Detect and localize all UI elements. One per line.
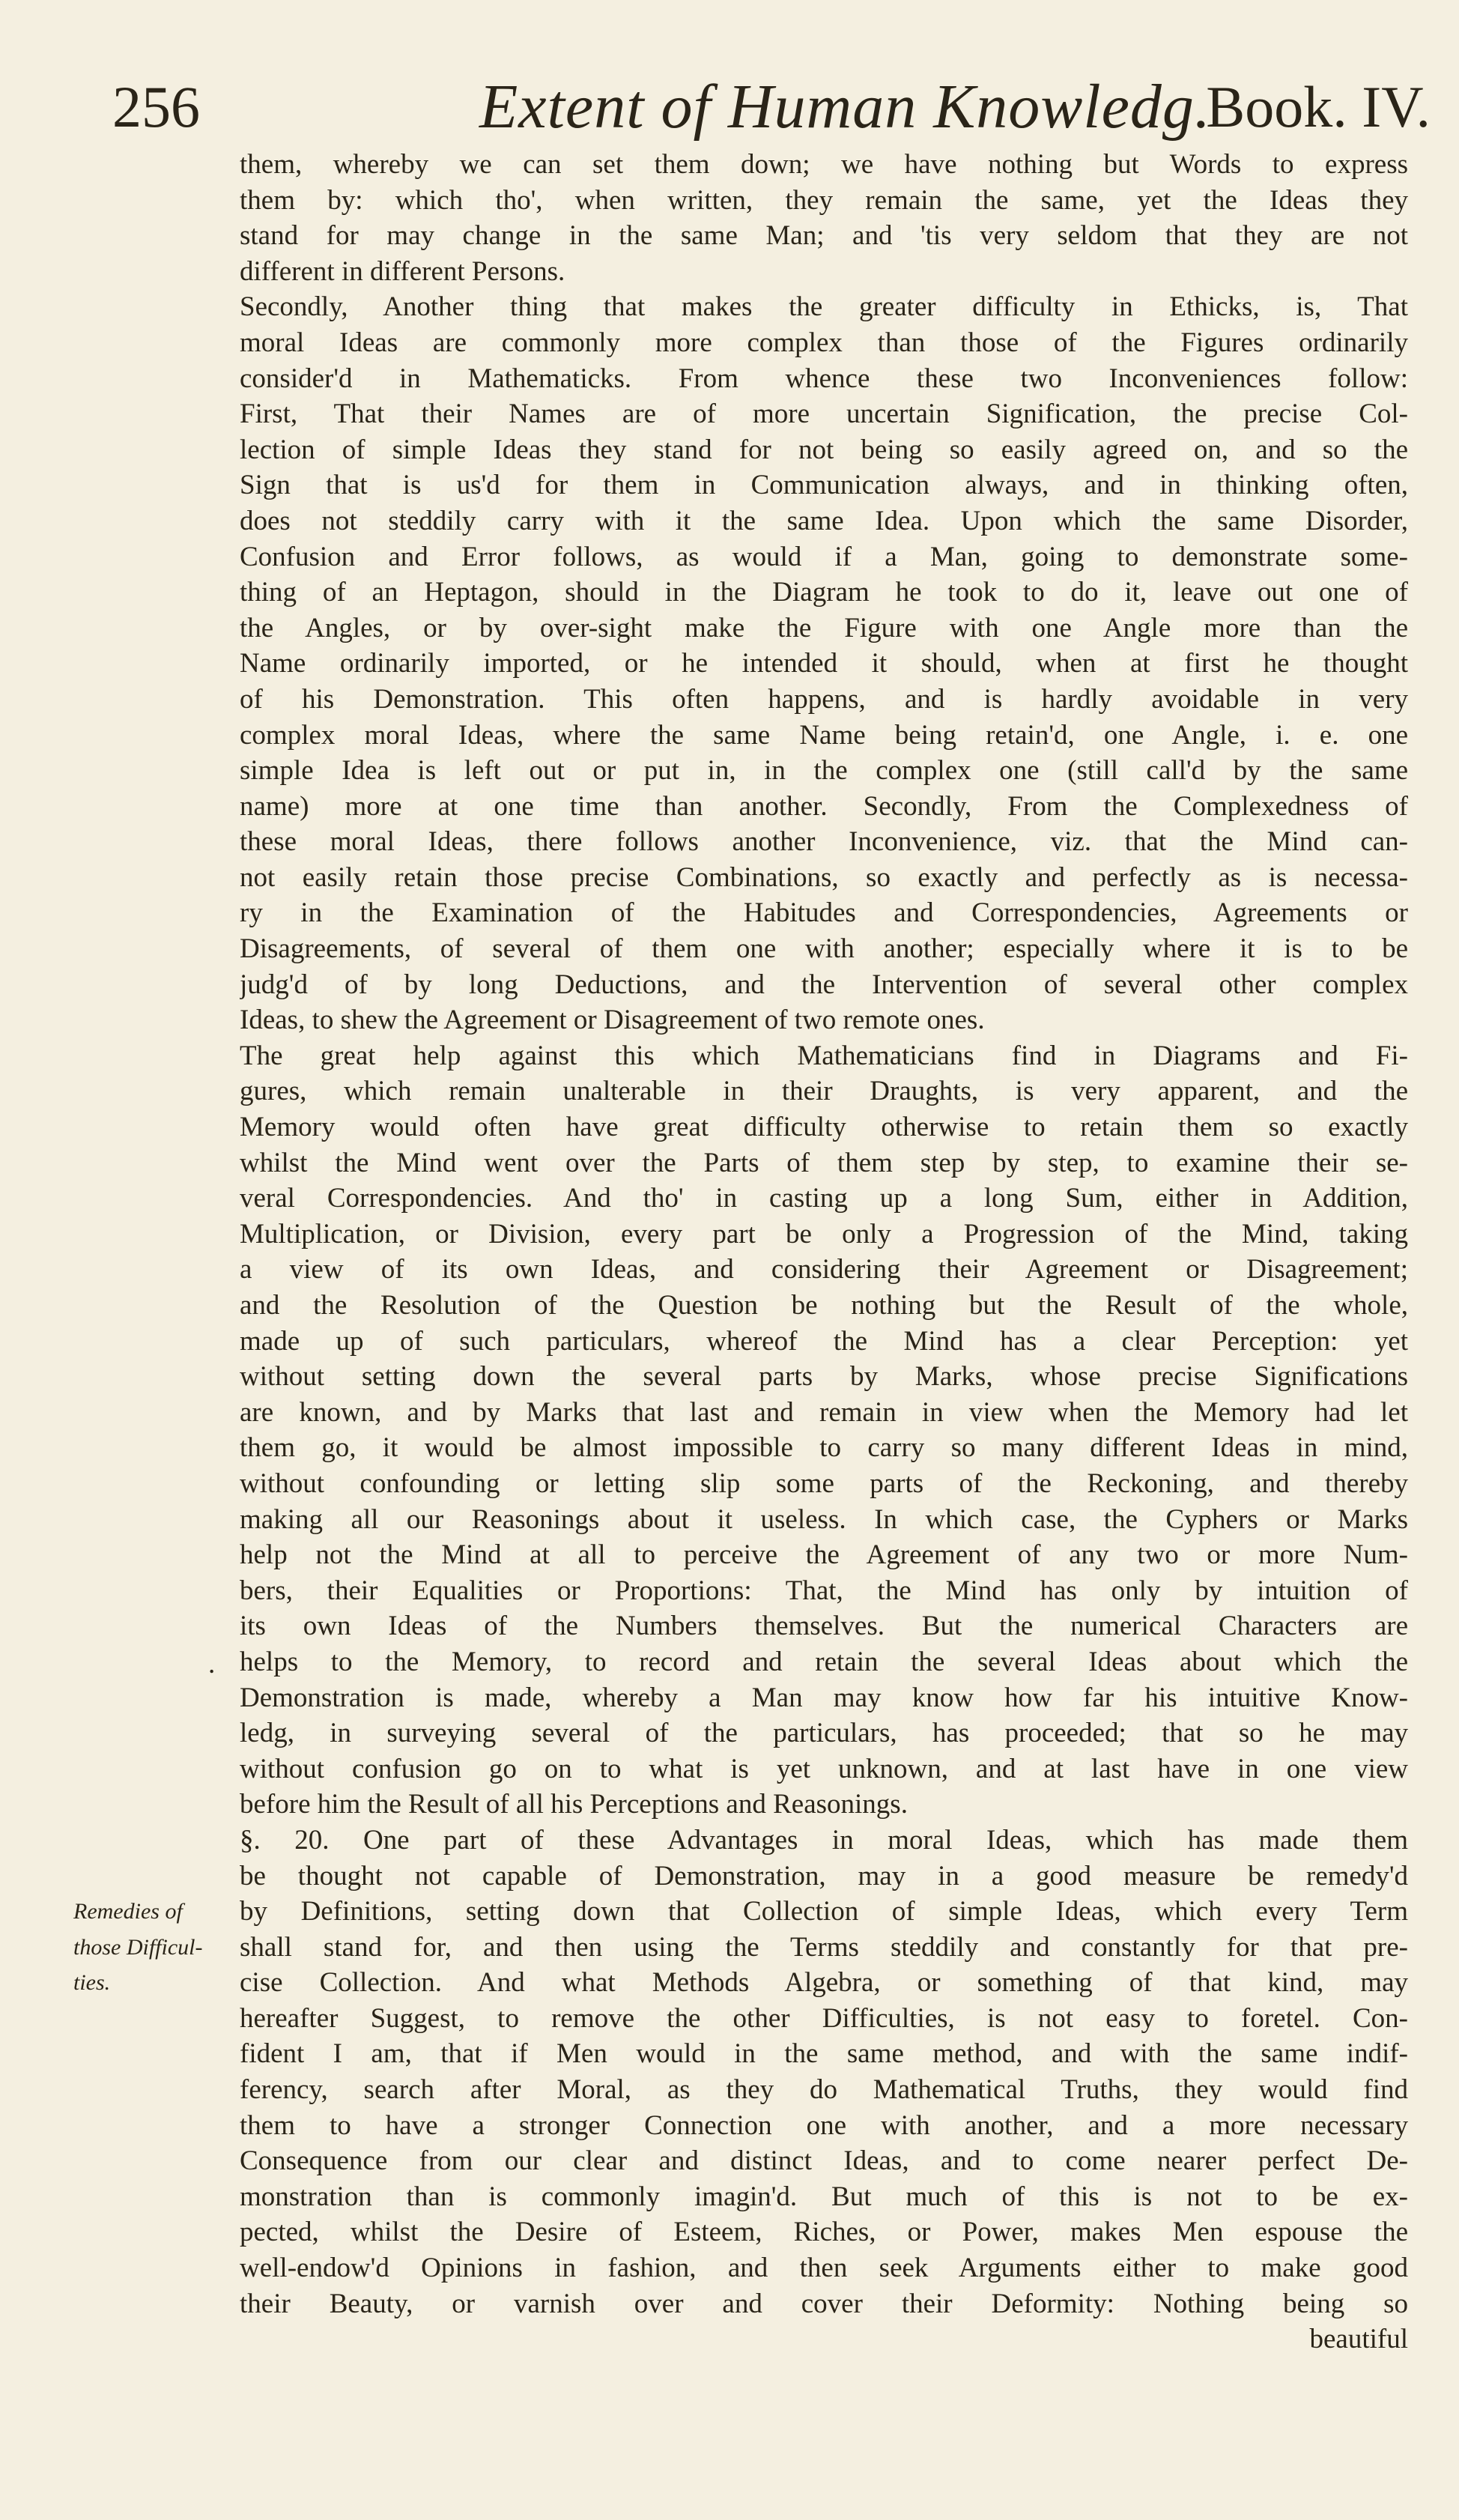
book-number: Book. IV. bbox=[1206, 74, 1431, 139]
text-line: them, whereby we can set them down; we have nothing but Words to express bbox=[240, 149, 1408, 180]
text-line: be thought not capable of Demonstration, may in a good measure be remedy'd bbox=[240, 1860, 1408, 1891]
text-line: a view of its own Ideas, and considering their Agreement or Disagreement; bbox=[240, 1254, 1408, 1285]
text-line: their Beauty, or varnish over and cover their Deformity: Nothing being so bbox=[240, 2288, 1408, 2319]
text-line: Confusion and Error follows, as would if a Man, going to demonstrate some- bbox=[240, 541, 1408, 572]
text-line: before him the Result of all his Perceptions and Reasonings. bbox=[240, 1789, 908, 1820]
margin-note-line: ties. bbox=[73, 1970, 111, 1996]
running-title: Extent of Human Knowledg. bbox=[479, 72, 1211, 142]
text-line: stand for may change in the same Man; and 'tis very seldom that they are not bbox=[240, 220, 1408, 252]
running-header bbox=[112, 66, 1431, 148]
text-line: moral Ideas are commonly more complex than those of the Figures ordinarily bbox=[240, 327, 1408, 358]
margin-note-line: Remedies of bbox=[73, 1899, 183, 1924]
text-line: by Definitions, setting down that Collection of simple Ideas, which every Term bbox=[240, 1896, 1408, 1927]
text-line: of his Demonstration. This often happens, and is hardly avoidable in very bbox=[240, 683, 1408, 715]
body-text bbox=[240, 147, 1408, 2357]
text-line: and the Resolution of the Question be nothing but the Result of the whole, bbox=[240, 1290, 1408, 1321]
text-line: ferency, search after Moral, as they do Mathematical Truths, they would find bbox=[240, 2074, 1408, 2106]
text-line: name) more at one time than another. Secondly, From the Complexedness of bbox=[240, 790, 1408, 822]
text-line: The great help against this which Mathematicians find in Diagrams and Fi- bbox=[240, 1040, 1408, 1071]
text-line: First, That their Names are of more uncertain Signification, the precise Col- bbox=[240, 399, 1408, 430]
text-line: Sign that is us'd for them in Communication always, and in thinking often, bbox=[240, 470, 1408, 501]
text-line: pected, whilst the Desire of Esteem, Riches, or Power, makes Men espouse the bbox=[240, 2217, 1408, 2248]
text-line: §. 20. One part of these Advantages in moral Ideas, which has made them bbox=[240, 1824, 1408, 1856]
text-line: its own Ideas of the Numbers themselves. But the numerical Characters are bbox=[240, 1611, 1408, 1642]
text-line: help not the Mind at all to perceive the Agreement of any two or more Num- bbox=[240, 1539, 1408, 1571]
text-line: monstration than is commonly imagin'd. But much of this is not to be ex- bbox=[240, 2181, 1408, 2212]
text-line: shall stand for, and then using the Terms steddily and constantly for that pre- bbox=[240, 1931, 1408, 1963]
text-line: does not steddily carry with it the same Idea. Upon which the same Disorder, bbox=[240, 505, 1408, 536]
text-line: Memory would often have great difficulty otherwise to retain them so exactly bbox=[240, 1112, 1408, 1143]
text-line: Secondly, Another thing that makes the greater difficulty in Ethicks, is, That bbox=[240, 291, 1408, 323]
text-line: making all our Reasonings about it useless. In which case, the Cyphers or Marks bbox=[240, 1503, 1408, 1535]
margin-note bbox=[73, 1894, 238, 2001]
text-line: without confounding or letting slip some parts of the Reckoning, and thereby bbox=[240, 1468, 1408, 1499]
text-line: not easily retain those precise Combinations, so exactly and perfectly as is necessa- bbox=[240, 861, 1408, 893]
text-line: are known, and by Marks that last and remain in view when the Memory had let bbox=[240, 1396, 1408, 1428]
stray-mark: . bbox=[208, 1649, 216, 1680]
text-line: them go, it would be almost impossible to carry so many different Ideas in mind, bbox=[240, 1432, 1408, 1464]
text-line: cise Collection. And what Methods Algebra, or something of that kind, may bbox=[240, 1967, 1408, 1999]
text-line: Demonstration is made, whereby a Man may know how far his intuitive Know- bbox=[240, 1682, 1408, 1713]
text-line: gures, which remain unalterable in their Draughts, is very apparent, and the bbox=[240, 1076, 1408, 1107]
text-line: Consequence from our clear and distinct Ideas, and to come nearer perfect De- bbox=[240, 2145, 1408, 2177]
text-line: hereafter Suggest, to remove the other Difficulties, is not easy to foretel. Con- bbox=[240, 2002, 1408, 2034]
text-line: well-endow'd Opinions in fashion, and then seek Arguments either to make good bbox=[240, 2253, 1408, 2284]
text-line: lection of simple Ideas they stand for not being so easily agreed on, and so the bbox=[240, 434, 1408, 465]
text-line: Multiplication, or Division, every part be only a Progression of the Mind, taking bbox=[240, 1218, 1408, 1250]
page-number: 256 bbox=[112, 74, 200, 139]
text-line: bers, their Equalities or Proportions: That, the Mind has only by intuition of bbox=[240, 1575, 1408, 1606]
text-line: helps to the Memory, to record and retain the several Ideas about which the bbox=[240, 1646, 1408, 1677]
text-line: made up of such particulars, whereof the Mind has a clear Perception: yet bbox=[240, 1325, 1408, 1357]
text-line: different in different Persons. bbox=[240, 255, 565, 287]
text-line: thing of an Heptagon, should in the Diagram he took to do it, leave out one of bbox=[240, 577, 1408, 608]
text-line: Ideas, to shew the Agreement or Disagreement of two remote ones. bbox=[240, 1005, 985, 1036]
text-line: simple Idea is left out or put in, in the complex one (still call'd by the same bbox=[240, 755, 1408, 787]
text-line: ledg, in surveying several of the particulars, has proceeded; that so he may bbox=[240, 1718, 1408, 1749]
text-line: Name ordinarily imported, or he intended it should, when at first he thought bbox=[240, 648, 1408, 679]
margin-note-line: those Difficul- bbox=[73, 1934, 203, 1960]
text-line: consider'd in Mathematicks. From whence these two Inconveniences follow: bbox=[240, 363, 1408, 394]
text-line: them by: which tho', when written, they remain the same, yet the Ideas they bbox=[240, 184, 1408, 216]
text-line: without setting down the several parts by Marks, whose precise Significations bbox=[240, 1361, 1408, 1393]
text-line: without confusion go on to what is yet unknown, and at last have in one view bbox=[240, 1753, 1408, 1784]
text-line: these moral Ideas, there follows another Inconvenience, viz. that the Mind can- bbox=[240, 826, 1408, 858]
text-line: Disagreements, of several of them one with another; especially where it is to be bbox=[240, 933, 1408, 965]
text-line: whilst the Mind went over the Parts of them step by step, to examine their se- bbox=[240, 1147, 1408, 1178]
text-line: judg'd of by long Deductions, and the Intervention of several other complex bbox=[240, 969, 1408, 1000]
text-line: beautiful bbox=[1309, 2324, 1408, 2355]
text-line: ry in the Examination of the Habitudes and Correspondencies, Agreements or bbox=[240, 897, 1408, 929]
text-line: the Angles, or by over-sight make the Figure with one Angle more than the bbox=[240, 612, 1408, 643]
text-line: veral Correspondencies. And tho' in casting up a long Sum, either in Addition, bbox=[240, 1183, 1408, 1214]
text-line: complex moral Ideas, where the same Name being retain'd, one Angle, i. e. one bbox=[240, 719, 1408, 751]
text-line: them to have a stronger Connection one with another, and a more necessary bbox=[240, 2109, 1408, 2141]
text-line: fident I am, that if Men would in the same method, and with the same indif- bbox=[240, 2038, 1408, 2070]
